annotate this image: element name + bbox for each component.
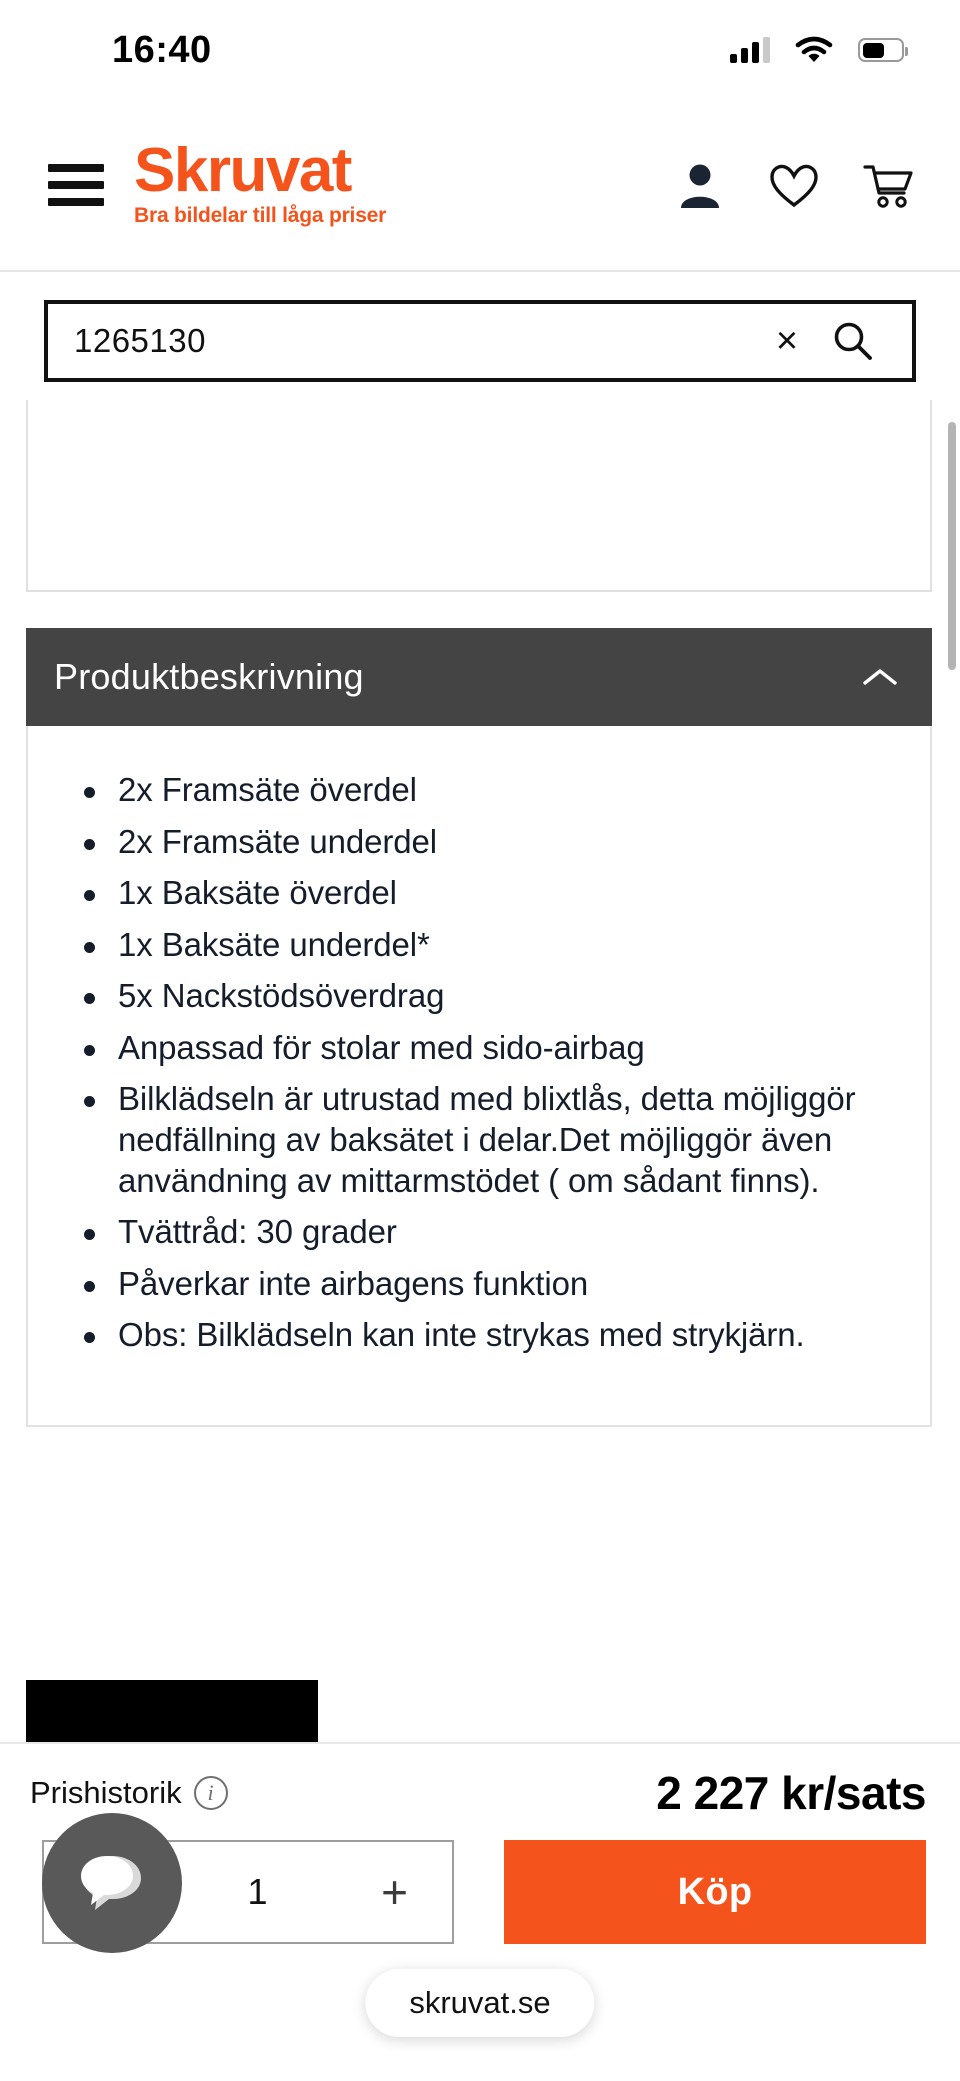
list-item: 1x Baksäte överdel — [56, 873, 902, 914]
chat-bubble-icon[interactable] — [42, 1813, 182, 1953]
previous-section-card — [26, 400, 932, 592]
shopping-cart-icon[interactable] — [862, 159, 914, 211]
search-bar-container — [0, 288, 960, 394]
product-spec-list — [56, 770, 902, 1356]
magnifier-icon[interactable] — [832, 320, 874, 362]
list-item: Påverkar inte airbagens funktion — [56, 1264, 902, 1305]
price-row — [0, 1766, 960, 1820]
wifi-icon — [794, 35, 834, 65]
heart-icon[interactable] — [768, 159, 820, 211]
list-item: 5x Nackstödsöverdrag — [56, 976, 902, 1017]
product-price: 2 227 kr/sats — [656, 1767, 926, 1819]
search-input[interactable]: 1265130 — [74, 322, 206, 359]
list-item: 2x Framsäte underdel — [56, 822, 902, 863]
chat-bubble-glyph — [79, 1852, 145, 1914]
next-section-partial — [26, 1680, 318, 1742]
accordion-title: Produktbeskrivning — [54, 656, 364, 697]
brand-logo[interactable] — [134, 135, 674, 228]
quantity-increase-button[interactable]: + — [381, 1866, 408, 1918]
header-icon-group — [674, 159, 914, 211]
list-item: Bilklädseln är utrustad med blixtlås, detta möjliggör nedfällning av baksätet i delar.Det möjliggör även användning av mittarmstödet ( om sådant finns). — [56, 1079, 902, 1201]
list-item: Anpassad för stolar med sido-airbag — [56, 1028, 902, 1069]
close-x-icon[interactable]: × — [775, 320, 799, 362]
accordion-header[interactable] — [26, 628, 932, 726]
status-bar-icons — [730, 35, 904, 65]
price-history-link[interactable] — [30, 1775, 228, 1811]
list-item: Tvättråd: 30 grader — [56, 1212, 902, 1253]
search-box[interactable] — [44, 300, 916, 382]
hamburger-menu-icon[interactable] — [48, 164, 104, 206]
list-item: 1x Baksäte underdel* — [56, 925, 902, 966]
buy-button[interactable]: Köp — [504, 1840, 926, 1944]
accordion-body — [26, 726, 932, 1427]
page-content — [0, 394, 960, 1742]
site-header — [0, 100, 960, 272]
status-bar — [0, 0, 960, 100]
status-bar-time: 16:40 — [112, 28, 212, 71]
brand-name: Skruvat — [134, 135, 351, 205]
battery-icon — [858, 38, 904, 62]
quantity-value[interactable]: 1 — [247, 1871, 268, 1912]
list-item: 2x Framsäte överdel — [56, 770, 902, 811]
page-scrollbar[interactable] — [948, 422, 956, 670]
cellular-signal-icon — [730, 37, 770, 63]
brand-tagline: Bra bildelar till låga priser — [134, 204, 387, 228]
list-item: Obs: Bilklädseln kan inte strykas med strykjärn. — [56, 1315, 902, 1356]
info-circle-icon[interactable]: i — [194, 1776, 228, 1810]
product-description-accordion — [26, 628, 932, 1427]
chevron-up-icon[interactable] — [860, 665, 900, 689]
user-account-icon[interactable] — [674, 159, 726, 211]
price-history-label: Prishistorik — [30, 1775, 182, 1810]
browser-url-pill[interactable]: skruvat.se — [365, 1969, 594, 2037]
